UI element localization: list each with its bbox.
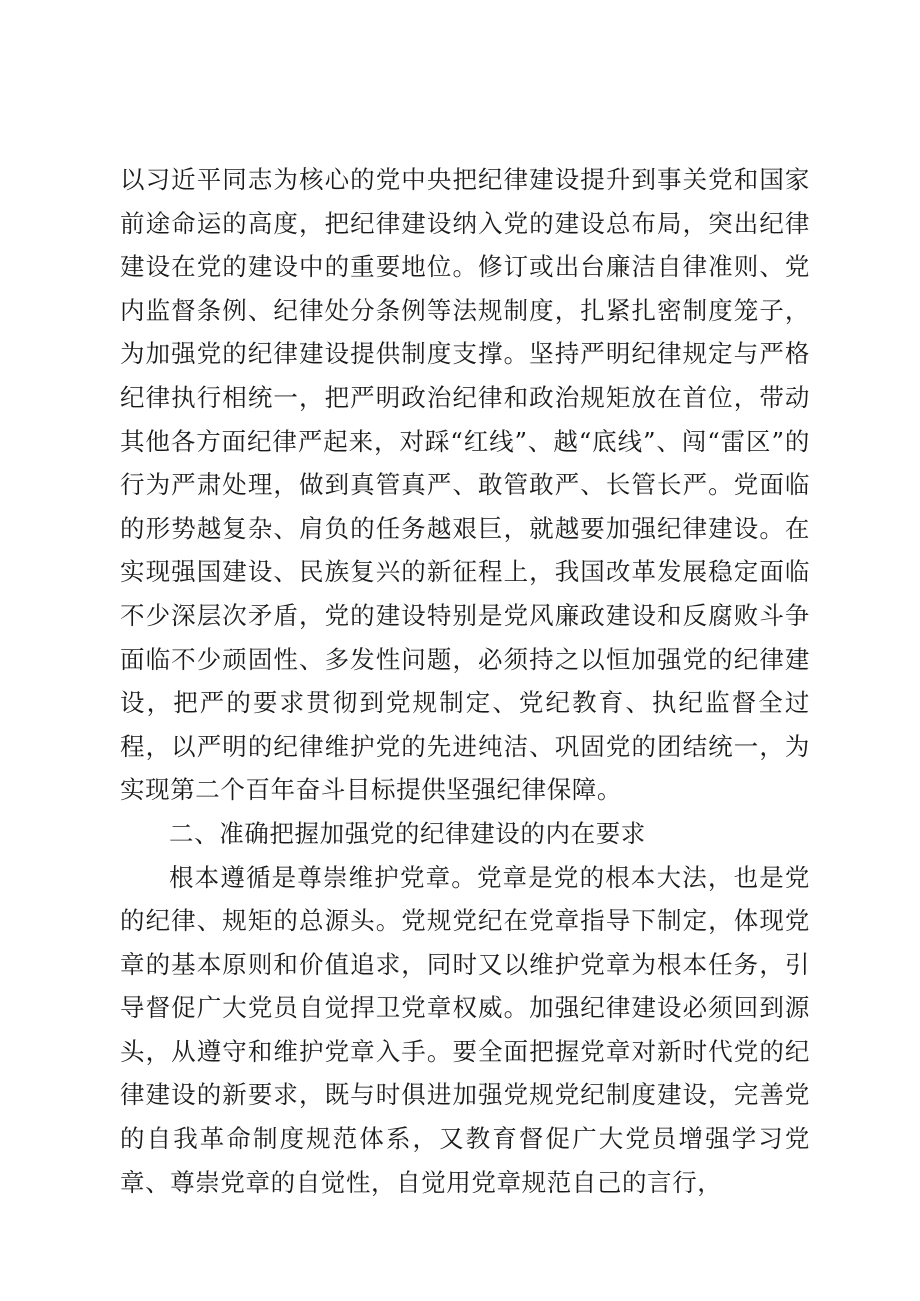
body-paragraph: 根本遵循是尊崇维护党章。党章是党的根本大法，也是党的纪律、规矩的总源头。党规党纪在党章指导下制定，体现党章的基本原则和价值追求，同时又以维护党章为根本任务，引导督促广大党员自觉捍卫党章权威。加强纪律建设必须回到源头，从遵守和维护党章入手。要全面把握党章对新时代党的纪律建设的新要求，既与时俱进加强党规党纪制度建设，完善党的自我革命制度规范体系，又教育督促广大党员增强学习党章、尊崇党章的自觉性，自觉用党章规范自己的言行， bbox=[120, 862, 810, 1197]
body-paragraph: 以习近平同志为核心的党中央把纪律建设提升到事关党和国家前途命运的高度，把纪律建设纳入党的建设总布局，突出纪律建设在党的建设中的重要地位。修订或出台廉洁自律准则、党内监督条例、纪律处分条例等法规制度，扎紧扎密制度笼子，为加强党的纪律建设提供制度支撑。坚持严明纪律规定与严格纪律执行相统一，把严明政治纪律和政治规矩放在首位，带动其他各方面纪律严起来，对踩“红线”、越“底线”、闯“雷区”的行为严肃处理，做到真管真严、敢管敢严、长管长严。党面临的形势越复杂、肩负的任务越艰巨，就越要加强纪律建设。在实现强国建设、民族复兴的新征程上，我国改革发展稳定面临不少深层次矛盾，党的建设特别是党风廉政建设和反腐败斗争面临不少顽固性、多发性问题，必须持之以恒加强党的纪律建设，把严的要求贯彻到党规制定、党纪教育、执纪监督全过程，以严明的纪律维护党的先进纯洁、巩固党的团结统一，为实现第二个百年奋斗目标提供坚强纪律保障。 bbox=[120, 165, 810, 805]
section-heading: 二、准确把握加强党的纪律建设的内在要求 bbox=[169, 818, 646, 848]
document-body bbox=[120, 158, 810, 1204]
